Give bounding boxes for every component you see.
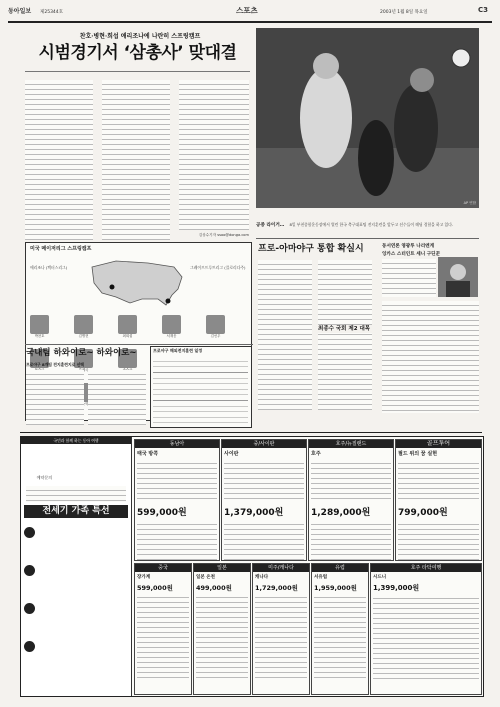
tour-price: 549,000원 — [38, 540, 88, 550]
table-title: 프로야구 해외전지훈련 일정 — [153, 348, 203, 353]
panel-price: 1,289,000원 — [311, 508, 371, 518]
player-photo — [162, 315, 181, 334]
panel-headline: 일본 온천 — [196, 575, 215, 580]
second-body-col-1 — [258, 260, 312, 410]
ad-band-text: 국민과 함께 하는 동아 여행 — [21, 437, 131, 444]
panel-lines — [373, 594, 479, 682]
infographic-title: 미국 메이저리그 스프링캠프 — [30, 246, 92, 252]
tour-offer — [24, 561, 128, 597]
baseball-subhead: 프로야구 8개팀 전지훈련지로 선택 — [26, 362, 84, 367]
ad-panel-oceania — [370, 563, 482, 695]
panel-lines — [224, 459, 304, 503]
lead-body-col-3 — [179, 80, 249, 230]
ad-panel-japan — [193, 563, 251, 695]
player-photo — [206, 315, 225, 334]
column-subtitle: 잉카스 스터인트 세니 구딘꾼 — [382, 252, 441, 257]
travel-ad — [20, 436, 484, 697]
player-name: 서재응 — [166, 334, 177, 338]
column-body-top — [382, 259, 436, 297]
lead-rule — [25, 71, 250, 72]
panel-headline: 사이판 — [224, 451, 239, 457]
player-photo — [30, 315, 49, 334]
panel-price: 1,729,000원 — [255, 584, 298, 592]
ad-panel-america — [252, 563, 310, 695]
brand-logo: donga Travel — [28, 448, 124, 464]
brand-panel — [21, 437, 132, 696]
panel-title: 미주/캐나다 — [253, 564, 309, 572]
panel-lines — [137, 593, 189, 681]
edition-number: 제25344호 — [40, 10, 64, 15]
training-schedule-table — [150, 346, 252, 428]
phone-label: 예약문의 — [36, 475, 53, 480]
tour-offer — [24, 523, 128, 559]
panel-headline: 호주 — [311, 451, 321, 457]
issue-date: 2003년 1월 8일 목요일 — [380, 10, 428, 15]
player-card — [118, 315, 137, 338]
promo-banner: 전세기 가족 특선 — [24, 505, 128, 518]
panel-lines — [398, 459, 479, 503]
baseball-body-col-2 — [88, 370, 146, 425]
caption-title: 공중 라이거… — [256, 223, 285, 228]
panel-headline: 태국 방콕 — [137, 451, 159, 457]
ad-divider — [20, 432, 482, 433]
column-body — [382, 301, 479, 413]
column-portrait — [438, 257, 478, 297]
panel-headline: 시드니 — [373, 575, 387, 580]
player-name: 최희섭 — [122, 334, 133, 338]
tour-price: 599,000원 — [38, 578, 88, 588]
second-body-col-2 — [318, 260, 372, 410]
panel-title: 호주/뉴질랜드 — [309, 440, 393, 448]
panel-title: 중/사이판 — [222, 440, 306, 448]
lead-kicker: 찬호·병현·희섭 애리조나에 나란히 스프링캠프 — [79, 33, 201, 40]
player-card — [162, 315, 181, 338]
side-column — [382, 243, 479, 418]
panel-title: 골프투어 — [396, 440, 481, 448]
panel-lines — [255, 593, 307, 681]
panel-price: 1,959,000원 — [314, 584, 357, 592]
masthead-rule — [8, 21, 492, 23]
player-card — [206, 315, 225, 338]
section-rule — [256, 238, 479, 239]
baseball-headline: 국내팀 하와이로~ 하와이로~ — [26, 348, 137, 358]
masthead — [8, 7, 492, 19]
ad-panel-australia — [308, 439, 394, 561]
panel-price: 599,000원 — [137, 584, 173, 592]
panel-lines — [398, 520, 479, 560]
baseball-rule — [25, 344, 253, 345]
panel-headline: 서유럽 — [314, 575, 328, 580]
photo-credit: AP 연합 — [463, 200, 476, 205]
lead-body-col-1 — [25, 80, 93, 240]
player-card — [74, 315, 93, 338]
tour-number-icon — [24, 565, 35, 576]
tour-dest: 괌 자유여행 — [38, 638, 64, 644]
ad-panel-southeast-asia — [134, 439, 220, 561]
panel-lines — [311, 459, 391, 503]
grapefruit-league-label: 그레이프프루트리그 (플로리다주) — [190, 265, 246, 270]
section-title: 스포츠 — [236, 6, 258, 15]
panel-price: 1,399,000원 — [373, 584, 420, 592]
lead-photo — [256, 28, 479, 208]
panel-lines — [137, 459, 217, 503]
player-photo — [74, 315, 93, 334]
tour-number-icon — [24, 641, 35, 652]
tour-number-icon — [24, 527, 35, 538]
tour-offer — [24, 637, 128, 673]
phone-row — [21, 464, 131, 483]
player-photo — [118, 315, 137, 334]
panel-lines — [314, 593, 366, 681]
panel-price: 599,000원 — [137, 508, 187, 518]
player-name: 박찬호 — [34, 334, 45, 338]
panel-price: 499,000원 — [196, 584, 232, 592]
panel-price: 1,379,000원 — [224, 508, 284, 518]
tour-price: 449,000원 — [38, 654, 88, 664]
panel-title: 동남아 — [135, 440, 219, 448]
table-grid — [153, 356, 248, 424]
player-name: 김병현 — [78, 334, 89, 338]
lead-byline: 김상수기자 ssoo@donga.com — [198, 233, 249, 237]
panel-price: 799,000원 — [398, 508, 448, 518]
panel-title: 호주 타닥여행 — [371, 564, 481, 572]
caption-text: 8일 부천종합운동장에서 열린 한국 축구대표팀 전지훈련을 앞두고 선수들이 헤딩 경합을 하고 있다. — [289, 222, 454, 227]
lead-headline: 시범경기서 ‘삼총사’ 맞대결 — [38, 43, 237, 63]
photo-caption — [256, 211, 479, 235]
player-name: 김선우 — [210, 334, 221, 338]
panel-title: 일본 — [194, 564, 250, 572]
panel-headline: 필드 위의 꿈 실현 — [398, 451, 438, 457]
tour-offer — [24, 599, 128, 635]
player-card — [30, 315, 49, 338]
baseball-body-col-1 — [26, 370, 84, 425]
phone-number: 777-8100 — [57, 469, 116, 482]
ad-panel-golf — [395, 439, 482, 561]
paper-name: 동아일보 — [8, 8, 32, 15]
panel-lines — [196, 593, 248, 681]
panel-lines — [224, 520, 304, 560]
column-title: 동서연론 영광투 나리엔게 — [382, 244, 435, 249]
ad-panel-europe — [311, 563, 369, 695]
panel-lines — [311, 520, 391, 560]
panel-headline: 캐나다 — [255, 575, 269, 580]
panel-title: 중국 — [135, 564, 191, 572]
panel-lines — [137, 520, 217, 560]
tour-price: 649,000원 — [38, 616, 88, 626]
soccer-photo-image — [256, 28, 479, 208]
panel-title: 유럽 — [312, 564, 368, 572]
tour-dest: 태국 3색 — [38, 600, 58, 606]
second-headline: 프로-아마야구 통합 확실시 — [258, 244, 364, 254]
page-number: C3 — [478, 6, 489, 14]
lead-body-col-2 — [102, 80, 170, 240]
brand-info-lines — [26, 486, 126, 502]
tour-dest: 푸켓/파타야 — [38, 562, 64, 568]
tour-number-icon — [24, 603, 35, 614]
ad-panel-china — [134, 563, 192, 695]
second-subhead: 최종수 국회 제2 대목 — [318, 325, 374, 333]
tour-dest: 방콕/파타야 — [38, 524, 64, 530]
ad-panel-saipan — [221, 439, 307, 561]
panel-headline: 장가계 — [137, 575, 151, 580]
us-map — [86, 255, 186, 311]
cactus-league-label: 애리조나 (캑터스리그) — [30, 265, 68, 270]
